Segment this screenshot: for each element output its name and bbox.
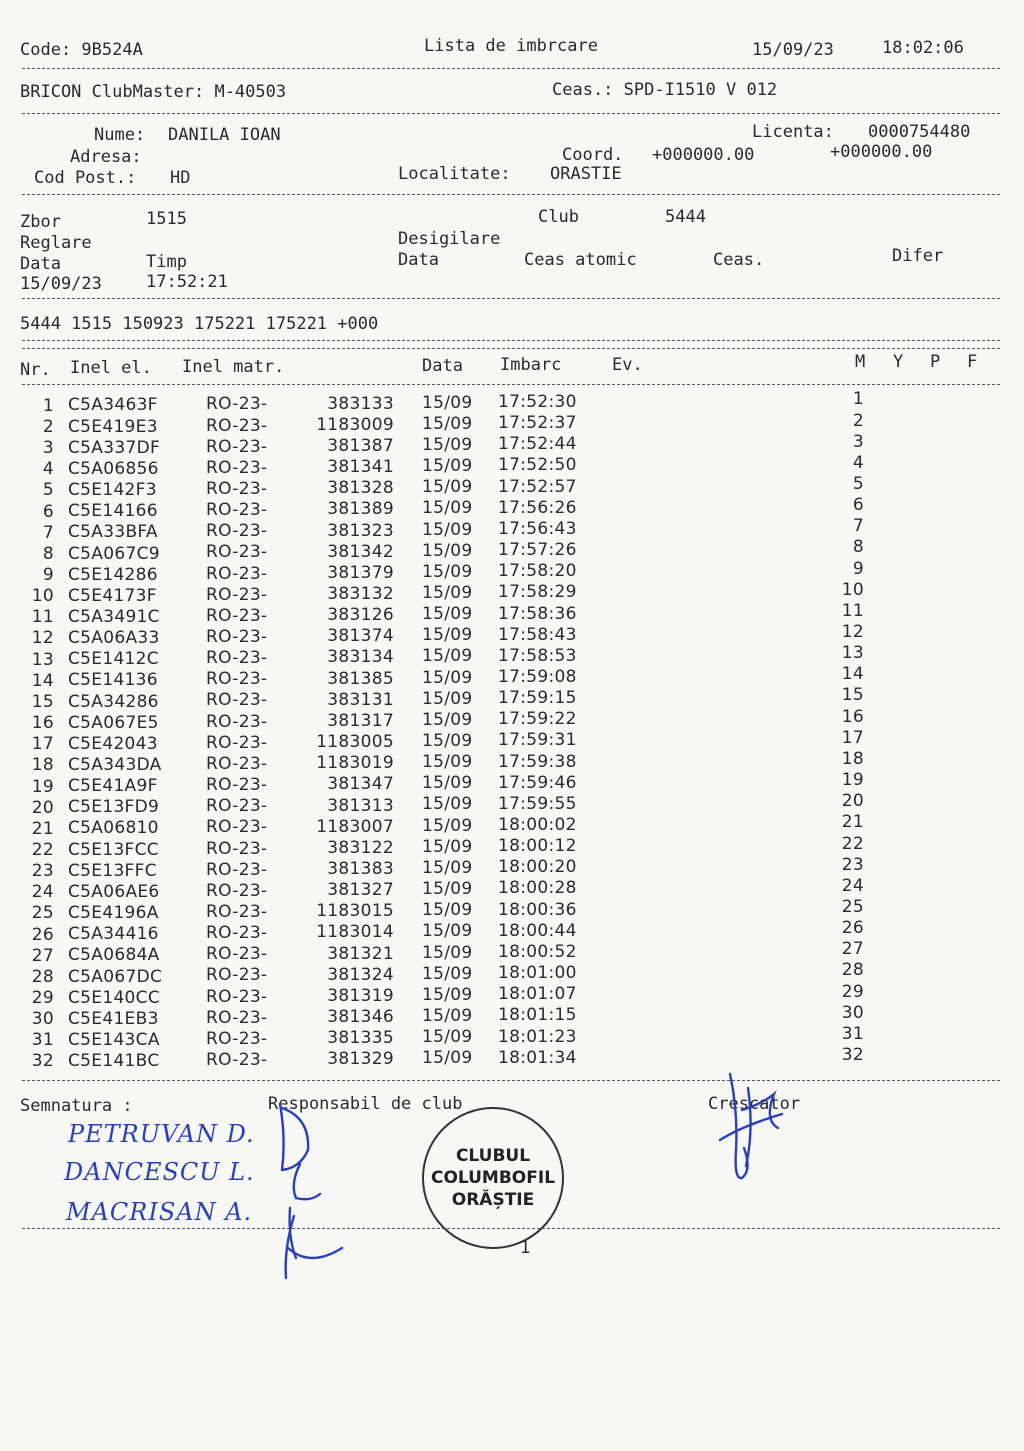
row-nr: 1 [42, 395, 54, 416]
row-ring-prefix: RO-23- [206, 923, 268, 944]
row-date: 15/09 [422, 773, 473, 794]
row-nr: 28 [31, 966, 54, 987]
col-m: M [855, 352, 866, 372]
ceas-label: Ceas. [713, 250, 765, 270]
row-nr: 24 [31, 882, 54, 903]
row-m-value: 15 [841, 685, 864, 706]
row-ring-electronic: C5E143CA [68, 1029, 160, 1050]
row-ring-electronic: C5E140CC [68, 987, 161, 1008]
row-date: 15/09 [422, 625, 473, 646]
row-date: 15/09 [422, 477, 473, 498]
row-ring-number: 1183015 [316, 901, 394, 922]
row-nr: 21 [31, 818, 54, 839]
row-m-value: 32 [841, 1045, 864, 1066]
row-date: 15/09 [422, 688, 473, 709]
row-m-value: 1 [852, 389, 864, 410]
row-ring-prefix: RO-23- [206, 944, 268, 965]
row-m-value: 18 [841, 748, 864, 769]
row-ring-number: 381346 [327, 1007, 394, 1027]
row-ring-electronic: C5A06810 [68, 818, 159, 839]
row-time: 17:52:37 [498, 413, 577, 434]
row-ring-prefix: RO-23- [206, 478, 268, 499]
row-time: 18:00:36 [498, 899, 577, 920]
divider [22, 384, 1000, 385]
row-ring-prefix: RO-23- [206, 986, 268, 1007]
row-time: 18:00:12 [498, 836, 577, 857]
row-ring-number: 381329 [327, 1049, 394, 1070]
row-date: 15/09 [422, 604, 473, 625]
row-ring-electronic: C5A343DA [68, 755, 162, 776]
table-row [0, 1045, 1024, 1073]
row-nr: 12 [31, 628, 54, 649]
row-ring-number: 383134 [327, 647, 394, 668]
row-ring-prefix: RO-23- [206, 1028, 268, 1049]
col-nr: Nr. [20, 360, 51, 380]
responsabil-signature [270, 1098, 360, 1283]
row-ring-prefix: RO-23- [206, 563, 268, 584]
row-m-value: 20 [841, 791, 864, 812]
row-ring-electronic: C5E41A9F [68, 776, 158, 797]
row-date: 15/09 [422, 709, 473, 730]
row-ring-prefix: RO-23- [206, 711, 268, 732]
row-time: 17:58:36 [498, 603, 577, 624]
stamp-line: CLUBUL [455, 1146, 531, 1166]
zbor-label: Zbor [20, 212, 61, 232]
row-m-value: 27 [841, 939, 864, 960]
divider [22, 340, 1000, 341]
row-m-value: 16 [841, 706, 864, 727]
row-ring-electronic: C5E419E3 [68, 416, 158, 437]
row-ring-electronic: C5A3491C [68, 606, 160, 627]
row-time: 18:01:15 [498, 1005, 577, 1026]
row-m-value: 4 [852, 452, 864, 473]
row-time: 17:52:57 [498, 476, 577, 497]
locality-value: ORASTIE [550, 164, 622, 184]
row-m-value: 3 [852, 431, 864, 452]
row-ring-electronic: C5A3463F [68, 395, 158, 416]
postal-value: HD [170, 168, 191, 188]
row-nr: 16 [31, 713, 54, 734]
row-nr: 32 [31, 1051, 54, 1072]
coord-lat: +000000.00 [652, 145, 755, 165]
row-time: 17:58:43 [498, 624, 577, 645]
row-m-value: 10 [841, 579, 864, 600]
row-time: 17:56:26 [498, 497, 577, 518]
row-ring-prefix: RO-23- [206, 880, 268, 901]
row-ring-number: 381387 [327, 435, 394, 456]
divider [22, 1080, 1000, 1081]
row-date: 15/09 [422, 540, 473, 561]
row-ring-number: 381328 [327, 478, 394, 499]
row-ring-electronic: C5E4173F [68, 585, 157, 606]
divider [22, 194, 1000, 195]
club-value: 5444 [665, 207, 706, 227]
row-nr: 23 [31, 861, 54, 882]
row-time: 17:59:08 [498, 666, 577, 687]
print-time: 18:02:06 [882, 38, 964, 58]
row-time: 17:59:55 [498, 793, 577, 814]
row-nr: 14 [31, 670, 54, 691]
row-ring-number: 383133 [327, 393, 394, 414]
row-date: 15/09 [422, 434, 473, 455]
postal-label: Cod Post.: [34, 168, 137, 188]
divider [22, 113, 1000, 114]
row-ring-electronic: C5A06856 [68, 458, 159, 479]
row-nr: 10 [31, 586, 54, 607]
row-nr: 27 [31, 945, 54, 966]
row-ring-number: 381317 [327, 710, 394, 731]
row-ring-electronic: C5E1412C [68, 649, 159, 670]
row-m-value: 6 [852, 495, 864, 516]
row-date: 15/09 [422, 667, 473, 688]
row-nr: 26 [31, 924, 54, 945]
row-time: 17:59:31 [498, 730, 577, 751]
row-ring-number: 383131 [327, 689, 394, 710]
row-ring-number: 1183019 [316, 753, 394, 774]
divider [22, 1228, 1000, 1229]
row-nr: 19 [31, 776, 54, 797]
row-ring-electronic: C5A34286 [68, 691, 159, 712]
row-date: 15/09 [422, 498, 473, 519]
locality-label: Localitate: [398, 164, 511, 184]
divider [22, 348, 1000, 349]
row-ring-number: 381319 [327, 985, 394, 1006]
row-ring-prefix: RO-23- [206, 521, 268, 542]
row-ring-number: 1183014 [316, 922, 394, 943]
row-m-value: 17 [841, 727, 864, 748]
row-nr: 17 [31, 734, 54, 755]
row-nr: 8 [42, 543, 54, 564]
row-m-value: 30 [841, 1002, 864, 1023]
row-date: 15/09 [422, 857, 473, 878]
row-ring-prefix: RO-23- [206, 584, 268, 605]
signer-name: PETRUVAN D. [68, 1120, 255, 1148]
row-ring-electronic: C5E141BC [68, 1051, 160, 1072]
row-time: 17:59:15 [498, 688, 577, 709]
divider [22, 68, 1000, 69]
row-ring-prefix: RO-23- [206, 817, 268, 838]
owner-name: DANILA IOAN [168, 125, 281, 145]
row-ring-electronic: C5A337DF [68, 437, 161, 458]
data-label: Data [20, 254, 61, 274]
row-time: 17:59:22 [498, 709, 577, 730]
row-nr: 30 [31, 1009, 54, 1030]
col-p: P [930, 352, 941, 372]
address-label: Adresa: [70, 147, 142, 167]
row-m-value: 9 [852, 558, 864, 579]
zbor-value: 1515 [146, 209, 187, 229]
stamp-line: COLUMBOFIL [430, 1168, 556, 1188]
row-ring-number: 381374 [327, 626, 394, 647]
row-ring-number: 381342 [327, 541, 394, 562]
row-ring-prefix: RO-23- [206, 1007, 268, 1028]
row-ring-prefix: RO-23- [206, 753, 268, 774]
row-ring-electronic: C5A067C9 [68, 543, 160, 564]
row-time: 17:52:44 [498, 434, 577, 455]
license-label: Licenta: [752, 122, 834, 142]
row-date: 15/09 [422, 646, 473, 667]
stamp-line: ORĂȘTIE [451, 1190, 535, 1210]
col-f: F [967, 352, 978, 372]
row-ring-number: 381389 [327, 499, 394, 520]
row-m-value: 12 [841, 622, 864, 643]
row-nr: 7 [42, 522, 54, 543]
row-m-value: 21 [841, 812, 864, 833]
row-ring-electronic: C5A34416 [68, 924, 159, 945]
row-date: 15/09 [422, 963, 473, 984]
row-ring-number: 1183007 [316, 816, 394, 837]
row-ring-prefix: RO-23- [206, 1050, 268, 1070]
row-ring-electronic: C5E14286 [68, 564, 158, 585]
row-m-value: 19 [841, 770, 864, 791]
clock-label: Ceas.: SPD-I1510 V 012 [552, 80, 778, 100]
row-ring-prefix: RO-23- [206, 732, 268, 753]
row-ring-number: 381321 [327, 943, 394, 964]
crescator-signature [712, 1070, 802, 1190]
row-ring-prefix: RO-23- [206, 648, 268, 669]
row-ring-electronic: C5E14136 [68, 670, 158, 691]
row-ring-electronic: C5A067DC [68, 966, 163, 987]
row-date: 15/09 [422, 752, 473, 773]
row-ring-prefix: RO-23- [206, 394, 268, 415]
code-label: Code: 9B524A [20, 40, 143, 60]
col-y: Y [893, 352, 904, 372]
row-time: 18:01:34 [498, 1047, 577, 1068]
row-nr: 29 [31, 988, 54, 1009]
row-ring-number: 381323 [327, 520, 394, 541]
row-ring-number: 381335 [327, 1028, 394, 1049]
row-ring-electronic: C5E4196A [68, 903, 159, 924]
summary-line: 5444 1515 150923 175221 175221 +000 [20, 314, 379, 334]
row-time: 17:56:43 [498, 518, 577, 539]
row-time: 18:00:20 [498, 857, 577, 878]
row-ring-electronic: C5A06AE6 [68, 881, 160, 902]
row-ring-number: 381313 [327, 795, 394, 816]
row-time: 18:00:28 [498, 878, 577, 899]
row-m-value: 14 [841, 664, 864, 685]
signer-name: DANCESCU L. [64, 1158, 255, 1186]
row-m-value: 2 [852, 410, 864, 431]
row-m-value: 25 [841, 896, 864, 917]
col-inel-matr: Inel matr. [182, 357, 285, 377]
row-ring-number: 383126 [327, 605, 394, 626]
row-date: 15/09 [422, 942, 473, 963]
row-ring-number: 381385 [327, 668, 394, 689]
row-ring-prefix: RO-23- [206, 965, 268, 986]
row-ring-electronic: C5A33BFA [68, 522, 158, 543]
row-ring-electronic: C5E13FD9 [68, 797, 160, 818]
row-date: 15/09 [422, 794, 473, 815]
crescator-label: Crescator [708, 1094, 801, 1114]
row-ring-prefix: RO-23- [206, 796, 268, 817]
row-ring-number: 381324 [327, 964, 394, 985]
row-ring-number: 381383 [327, 858, 394, 879]
row-ring-electronic: C5E42043 [68, 733, 158, 754]
page-number: 1 [520, 1238, 531, 1258]
row-nr: 31 [31, 1030, 54, 1051]
row-time: 18:01:07 [498, 984, 577, 1005]
responsabil-label: Responsabil de club [268, 1094, 463, 1114]
signature-label: Semnatura : [20, 1096, 133, 1116]
row-m-value: 11 [841, 600, 864, 621]
row-m-value: 7 [852, 516, 864, 537]
reglare-date: 15/09/23 [20, 274, 102, 294]
row-time: 17:57:26 [498, 540, 577, 561]
row-ring-number: 1183009 [316, 414, 394, 435]
row-time: 17:52:50 [498, 455, 577, 476]
timp-label: Timp [146, 252, 187, 272]
row-ring-number: 381347 [327, 774, 394, 795]
row-ring-electronic: C5E13FCC [68, 839, 159, 860]
row-date: 15/09 [422, 561, 473, 582]
col-inel-el: Inel el. [70, 358, 152, 378]
row-ring-prefix: RO-23- [206, 838, 268, 859]
row-time: 17:58:29 [498, 582, 577, 603]
device-label: BRICON ClubMaster: M-40503 [20, 82, 287, 102]
row-m-value: 23 [841, 854, 864, 875]
row-nr: 4 [42, 459, 54, 480]
signer-name: MACRISAN A. [66, 1198, 253, 1226]
row-m-value: 26 [841, 918, 864, 939]
row-time: 17:59:38 [498, 751, 577, 772]
data2-label: Data [398, 250, 439, 270]
divider [22, 298, 1000, 299]
row-date: 15/09 [422, 879, 473, 900]
row-date: 15/09 [422, 900, 473, 921]
row-date: 15/09 [422, 1005, 473, 1026]
row-nr: 9 [42, 565, 54, 586]
row-m-value: 8 [852, 537, 864, 558]
row-date: 15/09 [422, 582, 473, 603]
row-nr: 15 [31, 691, 54, 712]
row-ring-prefix: RO-23- [206, 500, 268, 521]
row-nr: 2 [42, 416, 54, 437]
row-time: 17:59:46 [498, 772, 577, 793]
row-ring-number: 381341 [327, 457, 394, 478]
license-value: 0000754480 [868, 122, 971, 142]
col-data: Data [422, 356, 463, 376]
row-ring-prefix: RO-23- [206, 669, 268, 690]
row-date: 15/09 [422, 731, 473, 752]
row-nr: 3 [42, 438, 54, 459]
row-ring-prefix: RO-23- [206, 415, 268, 436]
row-date: 15/09 [422, 984, 473, 1005]
row-m-value: 13 [841, 643, 864, 664]
row-date: 15/09 [422, 392, 473, 413]
row-time: 17:52:30 [498, 392, 577, 413]
row-time: 17:58:20 [498, 561, 577, 582]
desigilare-label: Desigilare [398, 229, 501, 249]
row-ring-prefix: RO-23- [206, 436, 268, 457]
col-imbarc: Imbarc [500, 355, 562, 375]
row-ring-number: 381379 [327, 562, 394, 583]
row-time: 18:01:23 [498, 1026, 577, 1047]
row-ring-electronic: C5A0684A [68, 945, 160, 966]
coord-lon: +000000.00 [830, 142, 933, 162]
row-ring-electronic: C5A06A33 [68, 628, 160, 649]
row-time: 18:00:02 [498, 815, 577, 836]
row-nr: 18 [31, 755, 54, 776]
row-ring-prefix: RO-23- [206, 859, 268, 880]
row-date: 15/09 [422, 456, 473, 477]
coord-label: Coord. [562, 145, 624, 165]
row-ring-electronic: C5A067E5 [68, 712, 159, 733]
row-time: 17:58:53 [498, 645, 577, 666]
row-date: 15/09 [422, 836, 473, 857]
reglare-label: Reglare [20, 233, 92, 253]
row-m-value: 31 [841, 1023, 864, 1044]
row-ring-electronic: C5E142F3 [68, 480, 157, 501]
row-date: 15/09 [422, 1027, 473, 1048]
row-ring-prefix: RO-23- [206, 690, 268, 711]
row-ring-electronic: C5E14166 [68, 501, 158, 522]
row-m-value: 22 [841, 833, 864, 854]
document-title: Lista de imbrcare [424, 36, 598, 56]
row-nr: 11 [31, 607, 54, 628]
row-nr: 22 [31, 839, 54, 860]
col-ev: Ev. [612, 355, 643, 375]
row-nr: 25 [31, 903, 54, 924]
row-date: 15/09 [422, 413, 473, 434]
row-time: 18:00:44 [498, 920, 577, 941]
row-m-value: 28 [841, 960, 864, 981]
club-label: Club [538, 207, 579, 227]
row-ring-prefix: RO-23- [206, 901, 268, 922]
row-nr: 13 [31, 649, 54, 670]
row-ring-prefix: RO-23- [206, 542, 268, 563]
row-ring-prefix: RO-23- [206, 605, 268, 626]
row-m-value: 29 [841, 981, 864, 1002]
row-ring-number: 381327 [327, 880, 394, 901]
ceas-atomic-label: Ceas atomic [524, 250, 637, 270]
row-date: 15/09 [422, 921, 473, 942]
row-ring-prefix: RO-23- [206, 457, 268, 478]
reglare-time: 17:52:21 [146, 272, 228, 292]
row-date: 15/09 [422, 1048, 473, 1069]
row-m-value: 5 [852, 473, 864, 494]
row-ring-electronic: C5E41EB3 [68, 1008, 159, 1029]
row-ring-electronic: C5E13FFC [68, 860, 157, 881]
row-ring-number: 1183005 [316, 732, 394, 753]
row-nr: 20 [31, 797, 54, 818]
row-date: 15/09 [422, 519, 473, 540]
name-label: Nume: [94, 125, 146, 145]
row-date: 15/09 [422, 815, 473, 836]
row-ring-prefix: RO-23- [206, 627, 268, 647]
row-m-value: 24 [841, 875, 864, 896]
print-date: 15/09/23 [752, 40, 834, 60]
row-time: 18:01:00 [498, 963, 577, 984]
row-ring-number: 383132 [327, 584, 394, 604]
row-ring-prefix: RO-23- [206, 775, 268, 796]
difer-label: Difer [892, 246, 944, 266]
row-nr: 5 [42, 480, 54, 501]
row-time: 18:00:52 [498, 941, 577, 962]
row-nr: 6 [42, 501, 54, 522]
row-ring-number: 383122 [327, 837, 394, 858]
